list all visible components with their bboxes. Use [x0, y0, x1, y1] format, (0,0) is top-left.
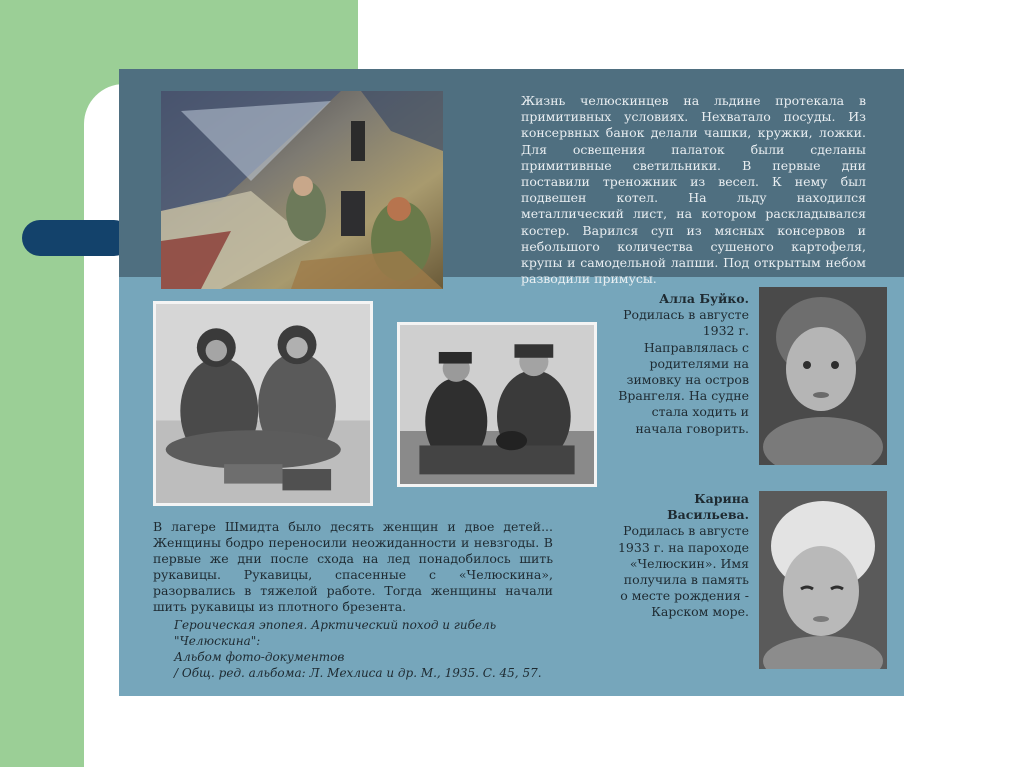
women-sewing-photo: [153, 301, 373, 506]
alla-buyko-name: Алла Буйко.: [659, 291, 749, 306]
tent-painting-image: [161, 91, 443, 289]
navy-accent-pill: [22, 220, 132, 256]
source-citation: [174, 617, 574, 681]
citation-line-2: Альбом фото-документов: [174, 650, 345, 664]
citation-line-1: Героическая эпопея. Арктический поход и гибель "Челюскина":: [174, 618, 497, 648]
alla-buyko-bio: Родилась в августе 1932 г. Направлялась с родителями на зимовку на остров Врангеля. На судне стала ходить и начала говорить.: [618, 307, 749, 436]
alla-buyko-caption: [614, 291, 749, 437]
alla-buyko-portrait: [759, 287, 887, 465]
karina-vasilyeva-portrait: [759, 491, 887, 669]
men-cooking-photo: [397, 322, 597, 487]
slide-panel: [119, 69, 904, 696]
intro-paragraph: Жизнь челюскинцев на льдине протекала в примитивных условиях. Нехватало посуды. Из консервных банок делали чашки, кружки, ложки. Для освещения палаток были сделаны примитивные светильники. В первые дни поставили треножник из весел. К нему был подвешен котел. На льду находился металлический лист, на котором раскладывался костер. Варился суп из мясных консервов и небольшого количества сушеного картофеля, крупы и самодельной лапши. Под открытым небом разводили примусы.: [521, 93, 866, 287]
karina-vasilyeva-bio: Родилась в августе 1933 г. на пароходе «Челюскин». Имя получила в память о месте рождения - Карском море.: [617, 523, 749, 620]
karina-vasilyeva-name: Карина Васильева.: [667, 491, 749, 523]
karina-vasilyeva-caption: [614, 491, 749, 621]
citation-line-3: / Общ. ред. альбома: Л. Мехлиса и др. М., 1935. С. 45, 57.: [174, 666, 542, 680]
women-camp-paragraph: В лагере Шмидта было десять женщин и двое детей... Женщины бодро переносили неожиданности и невзгоды. В первые же дни после схода на лед понадобилось шить рукавицы. Рукавицы, спасенные с «Челюскина», разорвались в тяжелой работе. Тогда женщины начали шить рукавицы из плотного брезента.: [153, 519, 553, 614]
